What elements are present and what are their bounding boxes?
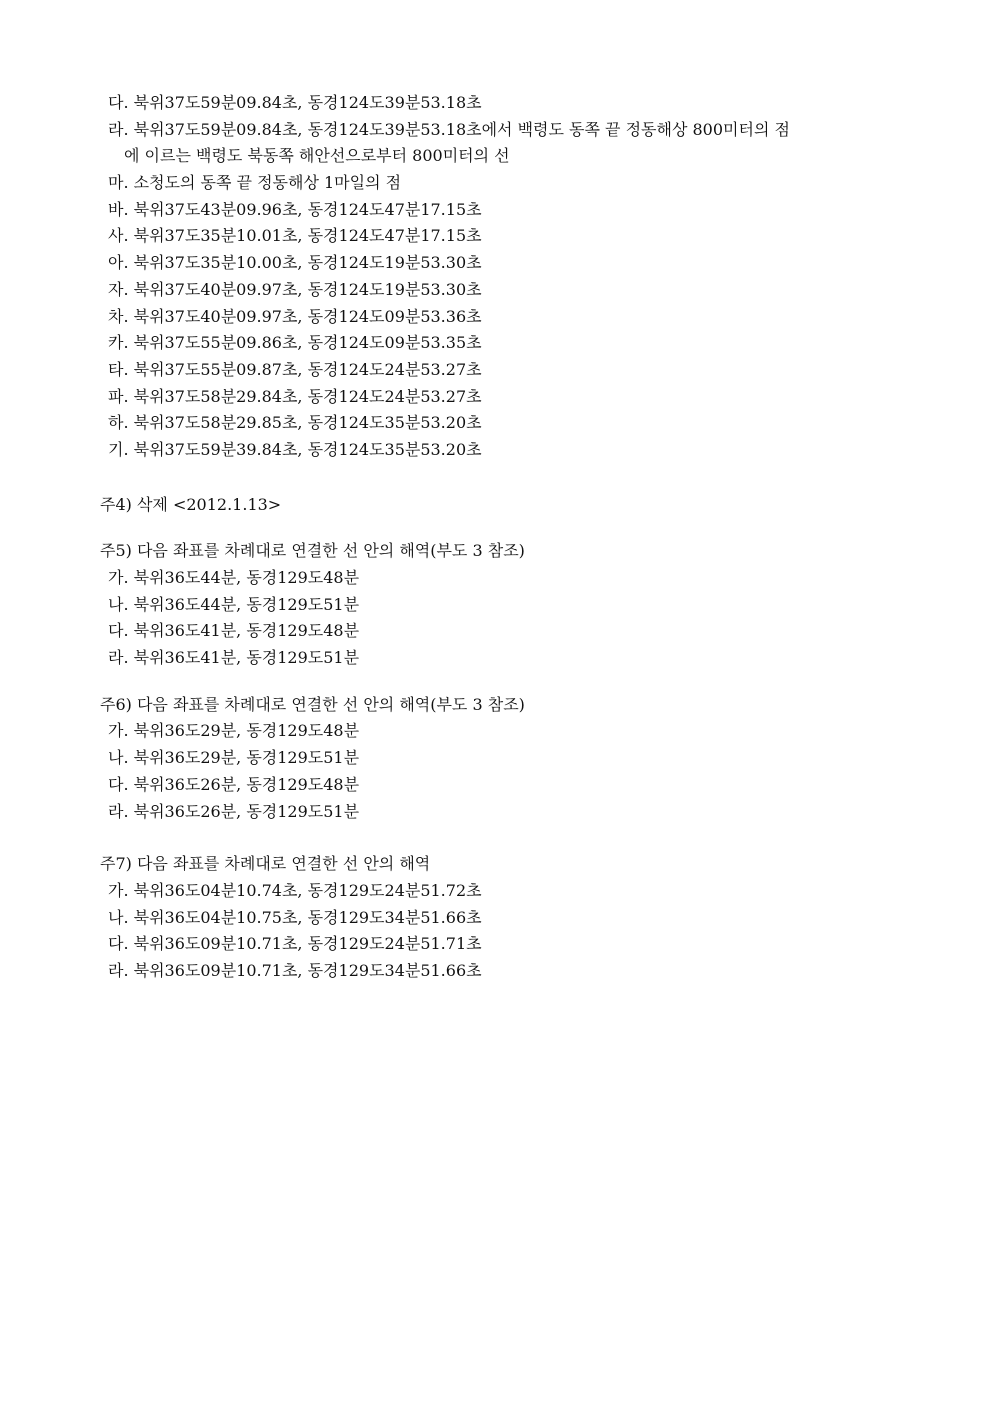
list-item-continuation: 에 이르는 백령도 북동쪽 해안선으로부터 800미터의 선 — [124, 146, 510, 166]
list-item: 다. 북위36도26분, 동경129도48분 — [108, 774, 360, 794]
list-item: 차. 북위37도40분09.97초, 동경124도09분53.36초 — [108, 306, 482, 326]
note-7-heading: 주7) 다음 좌표를 차례대로 연결한 선 안의 해역 — [100, 854, 431, 874]
note-4: 주4) 삭제 <2012.1.13> — [100, 494, 282, 514]
list-item: 마. 소청도의 동쪽 끝 정동해상 1마일의 점 — [108, 173, 402, 193]
list-item: 가. 북위36도04분10.74초, 동경129도24분51.72초 — [108, 880, 482, 900]
list-item: 라. 북위37도59분09.84초, 동경124도39분53.18초에서 백령도 동쪽 끝 정동해상 800미터의 점 — [108, 119, 790, 139]
list-item: 라. 북위36도41분, 동경129도51분 — [108, 648, 360, 668]
list-item: 가. 북위36도44분, 동경129도48분 — [108, 568, 360, 587]
list-item: 자. 북위37도40분09.97초, 동경124도19분53.30초 — [108, 279, 482, 299]
list-item: 아. 북위37도35분10.00초, 동경124도19분53.30초 — [108, 253, 482, 273]
list-item: 다. 북위36도41분, 동경129도48분 — [108, 621, 360, 641]
list-item: 다. 북위37도59분09.84초, 동경124도39분53.18초 — [108, 93, 482, 112]
list-item: 바. 북위37도43분09.96초, 동경124도47분17.15초 — [108, 199, 482, 219]
note-5-heading: 주5) 다음 좌표를 차례대로 연결한 선 안의 해역(부도 3 참조) — [100, 541, 525, 561]
list-item: 라. 북위36도26분, 동경129도51분 — [108, 801, 360, 821]
list-item: 사. 북위37도35분10.01초, 동경124도47분17.15초 — [108, 226, 482, 246]
list-item: 나. 북위36도04분10.75초, 동경129도34분51.66초 — [108, 907, 482, 927]
list-item: 하. 북위37도58분29.85초, 동경124도35분53.20초 — [108, 413, 482, 433]
list-item: 나. 북위36도44분, 동경129도51분 — [108, 594, 360, 614]
list-item: 나. 북위36도29분, 동경129도51분 — [108, 748, 360, 768]
list-item: 카. 북위37도55분09.86초, 동경124도09분53.35초 — [108, 333, 482, 353]
list-item: 타. 북위37도55분09.87초, 동경124도24분53.27초 — [108, 359, 482, 379]
note-6-heading: 주6) 다음 좌표를 차례대로 연결한 선 안의 해역(부도 3 참조) — [100, 694, 525, 714]
coordinate-list-continuation — [100, 90, 790, 985]
list-item: 라. 북위36도09분10.71초, 동경129도34분51.66초 — [108, 960, 482, 980]
list-item: 파. 북위37도58분29.84초, 동경124도24분53.27초 — [108, 386, 482, 406]
list-item: 가. 북위36도29분, 동경129도48분 — [108, 721, 360, 741]
list-item: 기. 북위37도59분39.84초, 동경124도35분53.20초 — [108, 439, 482, 459]
list-item: 다. 북위36도09분10.71초, 동경129도24분51.71초 — [108, 934, 482, 954]
